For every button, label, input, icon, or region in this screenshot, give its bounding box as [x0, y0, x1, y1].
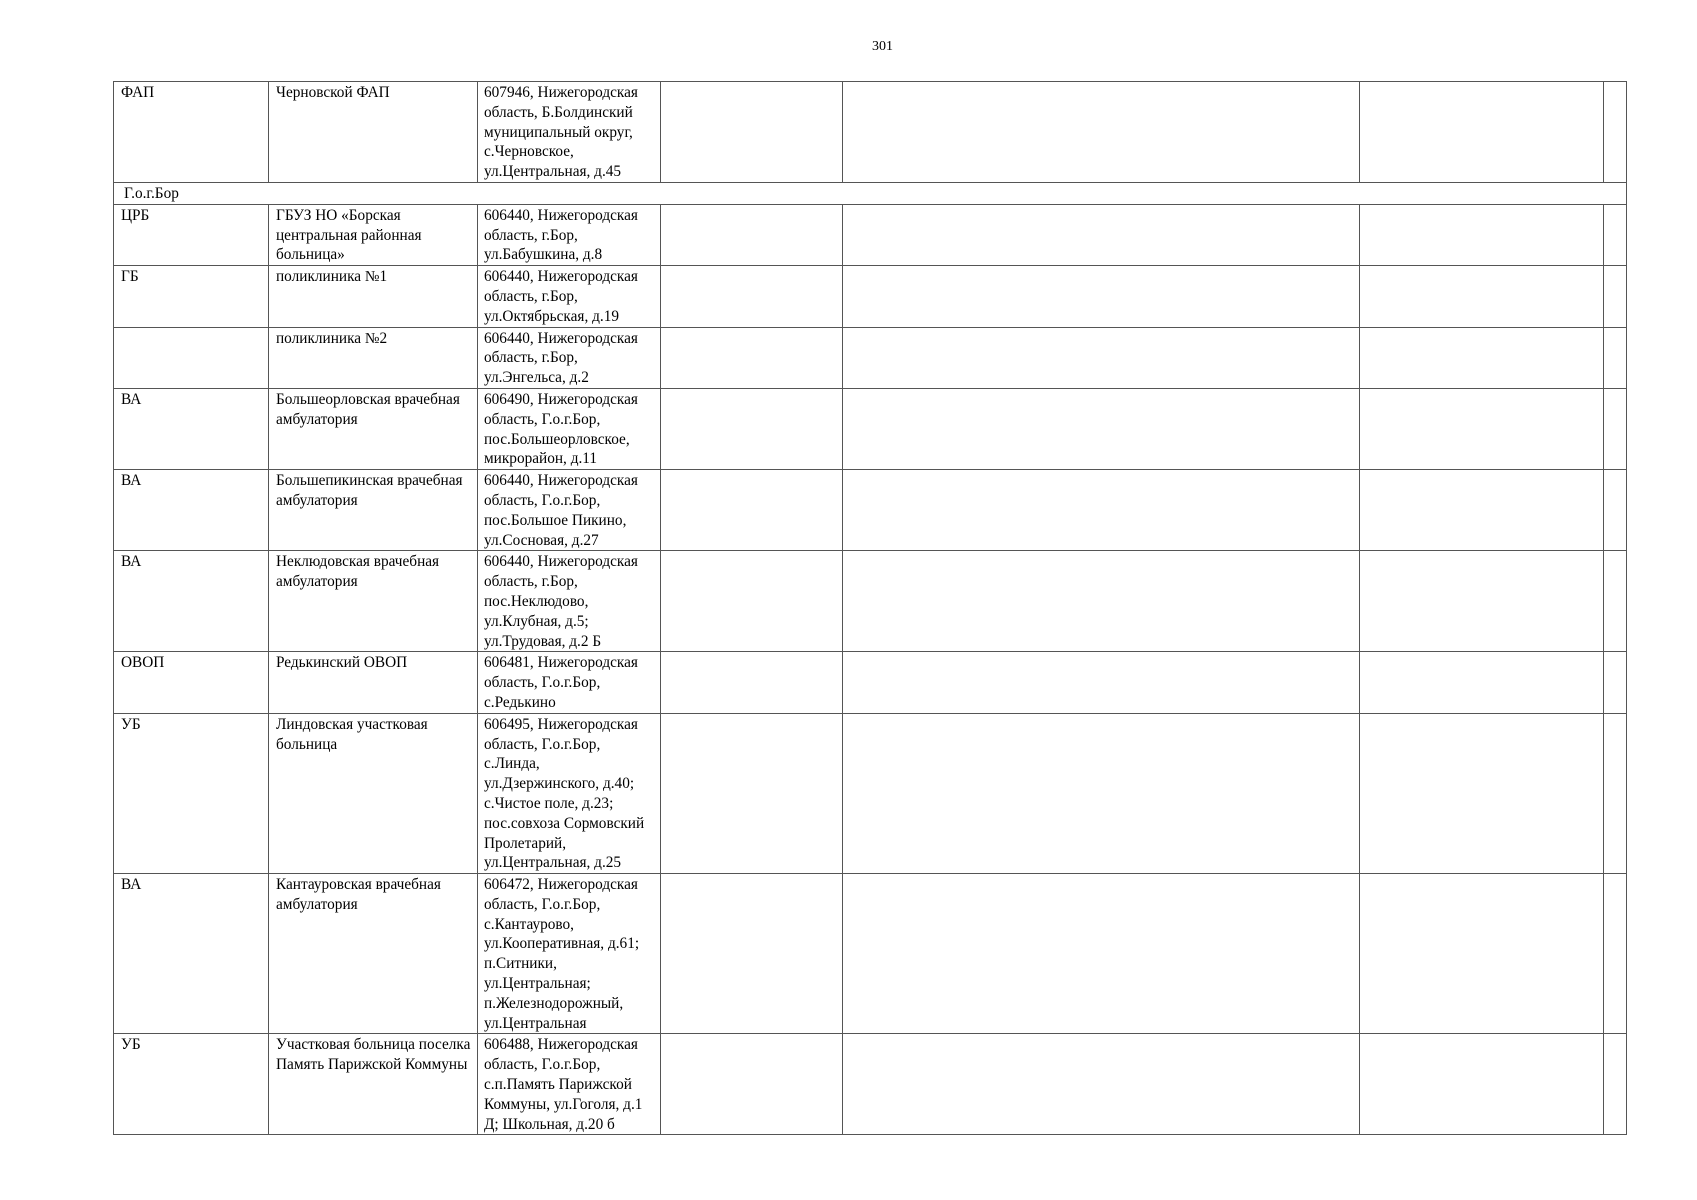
table-row — [114, 82, 1627, 183]
empty-cell — [1360, 327, 1604, 388]
facility-address-cell: 606440, Нижегородская область, г.Бор, ул.Бабушкина, д.8 — [478, 204, 661, 265]
facility-name-cell: поликлиника №2 — [269, 327, 478, 388]
facility-address-cell: 606440, Нижегородская область, Г.о.г.Бор, пос.Большое Пикино, ул.Сосновая, д.27 — [478, 470, 661, 551]
empty-cell — [661, 874, 843, 1034]
table-row — [114, 874, 1627, 1034]
empty-cell — [661, 652, 843, 713]
table-row — [114, 266, 1627, 327]
empty-cell — [1604, 327, 1627, 388]
page-number: 301 — [872, 39, 893, 54]
facility-name-cell: Редькинский ОВОП — [269, 652, 478, 713]
facility-name-cell: Участковая больница поселка Память Парижской Коммуны — [269, 1034, 478, 1135]
empty-cell — [661, 266, 843, 327]
facility-address-cell: 606440, Нижегородская область, г.Бор, пос.Неклюдово, ул.Клубная, д.5; ул.Трудовая, д.2 Б — [478, 551, 661, 652]
facility-address-cell: 606440, Нижегородская область, г.Бор, ул.Энгельса, д.2 — [478, 327, 661, 388]
empty-cell — [1604, 204, 1627, 265]
empty-cell — [1604, 470, 1627, 551]
empty-cell — [1360, 874, 1604, 1034]
empty-cell — [843, 266, 1360, 327]
empty-cell — [1604, 388, 1627, 469]
facility-address-cell: 606472, Нижегородская область, Г.о.г.Бор, с.Кантаурово, ул.Кооперативная, д.61; п.Ситники, ул.Центральная; п.Железнодорожный, ул.Центральная — [478, 874, 661, 1034]
facility-type-cell: УБ — [114, 713, 269, 873]
empty-cell — [661, 1034, 843, 1135]
facility-name-cell: Неклюдовская врачебная амбулатория — [269, 551, 478, 652]
facility-address-cell: 606481, Нижегородская область, Г.о.г.Бор, с.Редькино — [478, 652, 661, 713]
empty-cell — [661, 204, 843, 265]
empty-cell — [1604, 82, 1627, 183]
empty-cell — [843, 652, 1360, 713]
facility-address-cell: 606490, Нижегородская область, Г.о.г.Бор, пос.Большеорловское, микрорайон, д.11 — [478, 388, 661, 469]
empty-cell — [1360, 82, 1604, 183]
empty-cell — [1360, 266, 1604, 327]
facility-address-cell: 606440, Нижегородская область, г.Бор, ул.Октябрьская, д.19 — [478, 266, 661, 327]
empty-cell — [1604, 874, 1627, 1034]
facility-type-cell: УБ — [114, 1034, 269, 1135]
facility-type-cell: ФАП — [114, 82, 269, 183]
section-title: Г.о.г.Бор — [114, 183, 1627, 205]
facility-name-cell: Черновской ФАП — [269, 82, 478, 183]
facility-address-cell: 607946, Нижегородская область, Б.Болдинский муниципальный округ, с.Черновское, ул.Центральная, д.45 — [478, 82, 661, 183]
table-row — [114, 1034, 1627, 1135]
empty-cell — [1360, 551, 1604, 652]
facility-name-cell: Большеорловская врачебная амбулатория — [269, 388, 478, 469]
facility-name-cell: поликлиника №1 — [269, 266, 478, 327]
empty-cell — [1604, 266, 1627, 327]
empty-cell — [1360, 204, 1604, 265]
facility-type-cell: ГБ — [114, 266, 269, 327]
facility-name-cell: Линдовская участковая больница — [269, 713, 478, 873]
empty-cell — [1360, 388, 1604, 469]
empty-cell — [843, 551, 1360, 652]
empty-cell — [661, 327, 843, 388]
empty-cell — [843, 388, 1360, 469]
facility-type-cell: ВА — [114, 551, 269, 652]
empty-cell — [843, 1034, 1360, 1135]
facility-type-cell: ВА — [114, 388, 269, 469]
empty-cell — [1604, 652, 1627, 713]
empty-cell — [843, 327, 1360, 388]
table-row — [114, 551, 1627, 652]
facility-name-cell: Кантауровская врачебная амбулатория — [269, 874, 478, 1034]
empty-cell — [1604, 551, 1627, 652]
empty-cell — [661, 713, 843, 873]
facility-address-cell: 606495, Нижегородская область, Г.о.г.Бор, с.Линда, ул.Дзержинского, д.40; с.Чистое поле, д.23; пос.совхоза Сормовский Пролетарий, ул.Центральная, д.25 — [478, 713, 661, 873]
empty-cell — [661, 470, 843, 551]
facility-name-cell: ГБУЗ НО «Борская центральная районная больница» — [269, 204, 478, 265]
empty-cell — [1604, 713, 1627, 873]
table-row — [114, 204, 1627, 265]
empty-cell — [843, 874, 1360, 1034]
facility-type-cell — [114, 327, 269, 388]
empty-cell — [1360, 470, 1604, 551]
facility-address-cell: 606488, Нижегородская область, Г.о.г.Бор, с.п.Память Парижской Коммуны, ул.Гоголя, д.1 Д; Школьная, д.20 б — [478, 1034, 661, 1135]
empty-cell — [843, 204, 1360, 265]
table-row — [114, 713, 1627, 873]
empty-cell — [843, 82, 1360, 183]
facility-type-cell: ВА — [114, 874, 269, 1034]
empty-cell — [843, 470, 1360, 551]
empty-cell — [1360, 1034, 1604, 1135]
empty-cell — [843, 713, 1360, 873]
section-row — [114, 183, 1627, 205]
table-row — [114, 388, 1627, 469]
table-row — [114, 327, 1627, 388]
facilities-table — [113, 81, 1627, 1135]
facility-type-cell: ВА — [114, 470, 269, 551]
table-row — [114, 470, 1627, 551]
table-row — [114, 652, 1627, 713]
empty-cell — [1360, 713, 1604, 873]
empty-cell — [661, 551, 843, 652]
facility-type-cell: ОВОП — [114, 652, 269, 713]
empty-cell — [1604, 1034, 1627, 1135]
facility-type-cell: ЦРБ — [114, 204, 269, 265]
empty-cell — [1360, 652, 1604, 713]
facility-name-cell: Большепикинская врачебная амбулатория — [269, 470, 478, 551]
empty-cell — [661, 388, 843, 469]
empty-cell — [661, 82, 843, 183]
